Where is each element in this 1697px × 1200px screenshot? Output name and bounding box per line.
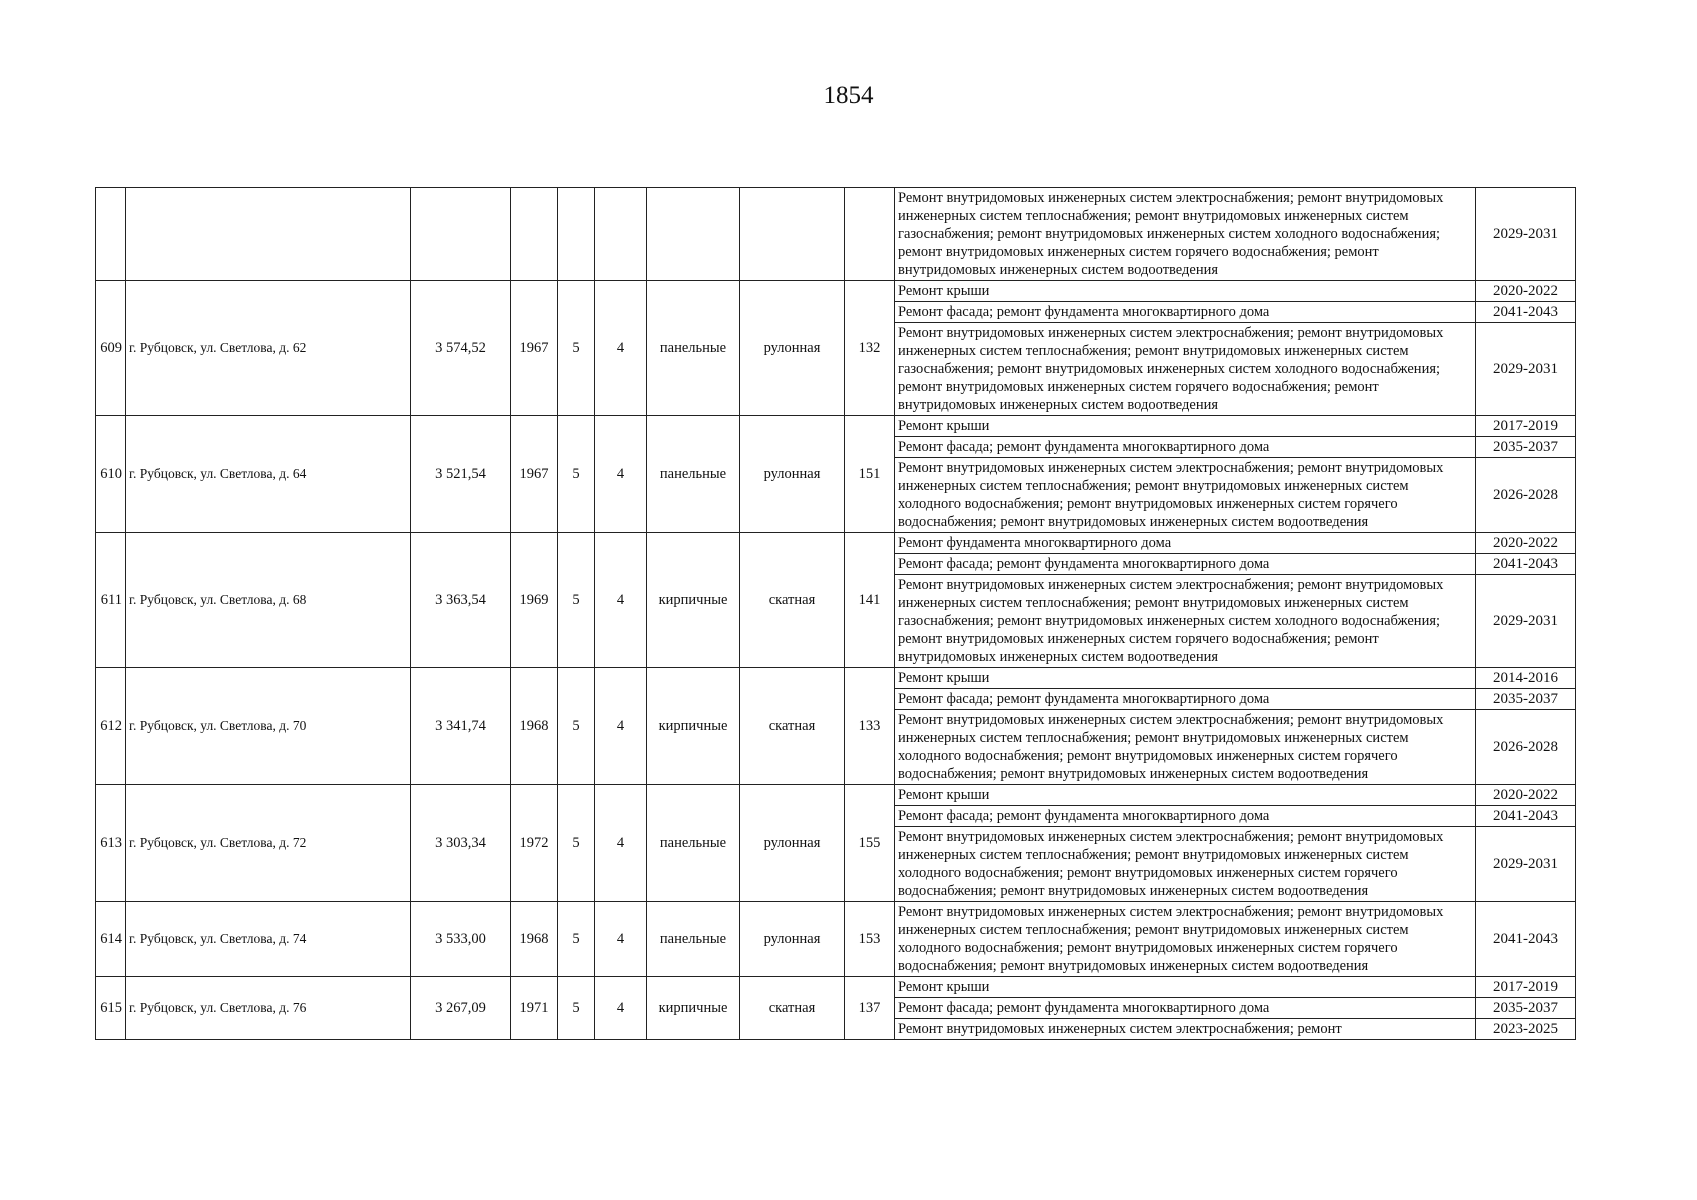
wall-material-cell: кирпичные bbox=[647, 977, 740, 1040]
wall-material-cell: кирпичные bbox=[647, 533, 740, 668]
work-description: Ремонт внутридомовых инженерных систем электроснабжения; ремонт bbox=[895, 1019, 1476, 1040]
year-cell: 1972 bbox=[511, 785, 558, 902]
entrances-cell: 4 bbox=[595, 977, 647, 1040]
work-period: 2035-2037 bbox=[1476, 998, 1576, 1019]
work-period: 2029-2031 bbox=[1476, 188, 1576, 281]
work-period: 2020-2022 bbox=[1476, 281, 1576, 302]
work-description: Ремонт фасада; ремонт фундамента многоквартирного дома bbox=[895, 689, 1476, 710]
wall-material-cell: панельные bbox=[647, 416, 740, 533]
floors-cell: 5 bbox=[558, 977, 595, 1040]
work-period: 2017-2019 bbox=[1476, 977, 1576, 998]
entrances-cell: 4 bbox=[595, 281, 647, 416]
work-description: Ремонт крыши bbox=[895, 416, 1476, 437]
entrances-cell: 4 bbox=[595, 533, 647, 668]
residents-cell: 153 bbox=[845, 902, 895, 977]
table-row bbox=[96, 902, 1576, 977]
residents-cell: 141 bbox=[845, 533, 895, 668]
work-period: 2035-2037 bbox=[1476, 437, 1576, 458]
area-cell: 3 303,34 bbox=[411, 785, 511, 902]
floors-cell: 5 bbox=[558, 785, 595, 902]
work-period: 2029-2031 bbox=[1476, 323, 1576, 416]
table-row bbox=[96, 281, 1576, 302]
table-row bbox=[96, 188, 1576, 281]
roof-type-cell: скатная bbox=[740, 977, 845, 1040]
area-cell: 3 267,09 bbox=[411, 977, 511, 1040]
floors-cell: 5 bbox=[558, 902, 595, 977]
row-number: 612 bbox=[96, 668, 126, 785]
work-description: Ремонт внутридомовых инженерных систем электроснабжения; ремонт внутридомовых инженерных систем теплоснабжения; ремонт внутридомовых инженерных систем холодного водоснабжения; ремонт внутридомовых инженерных систем горячего водоснабжения; ремонт внутридомовых инженерных систем водоотведения bbox=[895, 902, 1476, 977]
table-row bbox=[96, 785, 1576, 806]
year-cell: 1967 bbox=[511, 281, 558, 416]
work-description: Ремонт фасада; ремонт фундамента многоквартирного дома bbox=[895, 302, 1476, 323]
residents-cell: 151 bbox=[845, 416, 895, 533]
row-number: 610 bbox=[96, 416, 126, 533]
page-number: 1854 bbox=[823, 82, 874, 109]
work-description: Ремонт внутридомовых инженерных систем электроснабжения; ремонт внутридомовых инженерных систем теплоснабжения; ремонт внутридомовых инженерных систем газоснабжения; ремонт внутридомовых инженерных систем холодного водоснабжения; ремонт внутридомовых инженерных систем горячего водоснабжения; ремонт внутридомовых инженерных систем водоотведения bbox=[895, 188, 1476, 281]
year-cell: 1968 bbox=[511, 902, 558, 977]
roof-type-cell-empty bbox=[740, 188, 845, 281]
work-period: 2026-2028 bbox=[1476, 710, 1576, 785]
work-period: 2026-2028 bbox=[1476, 458, 1576, 533]
work-description: Ремонт фасада; ремонт фундамента многоквартирного дома bbox=[895, 806, 1476, 827]
wall-material-cell: панельные bbox=[647, 281, 740, 416]
roof-type-cell: скатная bbox=[740, 668, 845, 785]
residents-cell: 133 bbox=[845, 668, 895, 785]
work-description: Ремонт внутридомовых инженерных систем электроснабжения; ремонт внутридомовых инженерных систем теплоснабжения; ремонт внутридомовых инженерных систем газоснабжения; ремонт внутридомовых инженерных систем холодного водоснабжения; ремонт внутридомовых инженерных систем горячего водоснабжения; ремонт внутридомовых инженерных систем водоотведения bbox=[895, 575, 1476, 668]
work-period: 2041-2043 bbox=[1476, 302, 1576, 323]
address-cell: г. Рубцовск, ул. Светлова, д. 64 bbox=[126, 416, 411, 533]
address-cell: г. Рубцовск, ул. Светлова, д. 74 bbox=[126, 902, 411, 977]
table-row bbox=[96, 533, 1576, 554]
roof-type-cell: рулонная bbox=[740, 281, 845, 416]
entrances-cell-empty bbox=[595, 188, 647, 281]
area-cell: 3 574,52 bbox=[411, 281, 511, 416]
address-cell: г. Рубцовск, ул. Светлова, д. 70 bbox=[126, 668, 411, 785]
address-cell: г. Рубцовск, ул. Светлова, д. 72 bbox=[126, 785, 411, 902]
wall-material-cell: панельные bbox=[647, 785, 740, 902]
year-cell-empty bbox=[511, 188, 558, 281]
work-description: Ремонт фасада; ремонт фундамента многоквартирного дома bbox=[895, 437, 1476, 458]
roof-type-cell: рулонная bbox=[740, 416, 845, 533]
row-number: 611 bbox=[96, 533, 126, 668]
roof-type-cell: скатная bbox=[740, 533, 845, 668]
year-cell: 1971 bbox=[511, 977, 558, 1040]
entrances-cell: 4 bbox=[595, 902, 647, 977]
work-description: Ремонт фасада; ремонт фундамента многоквартирного дома bbox=[895, 998, 1476, 1019]
row-number: 609 bbox=[96, 281, 126, 416]
work-period: 2041-2043 bbox=[1476, 554, 1576, 575]
address-cell: г. Рубцовск, ул. Светлова, д. 76 bbox=[126, 977, 411, 1040]
wall-material-cell: кирпичные bbox=[647, 668, 740, 785]
roof-type-cell: рулонная bbox=[740, 785, 845, 902]
wall-material-cell: панельные bbox=[647, 902, 740, 977]
work-description: Ремонт крыши bbox=[895, 785, 1476, 806]
work-period: 2023-2025 bbox=[1476, 1019, 1576, 1040]
work-period: 2029-2031 bbox=[1476, 827, 1576, 902]
row-number: 614 bbox=[96, 902, 126, 977]
address-cell-empty bbox=[126, 188, 411, 281]
floors-cell: 5 bbox=[558, 281, 595, 416]
row-number: 613 bbox=[96, 785, 126, 902]
work-period: 2020-2022 bbox=[1476, 785, 1576, 806]
table-row bbox=[96, 977, 1576, 998]
row-number-empty bbox=[96, 188, 126, 281]
area-cell: 3 363,54 bbox=[411, 533, 511, 668]
table-row bbox=[96, 668, 1576, 689]
wall-material-cell-empty bbox=[647, 188, 740, 281]
year-cell: 1968 bbox=[511, 668, 558, 785]
work-period: 2041-2043 bbox=[1476, 902, 1576, 977]
year-cell: 1967 bbox=[511, 416, 558, 533]
work-period: 2041-2043 bbox=[1476, 806, 1576, 827]
address-cell: г. Рубцовск, ул. Светлова, д. 62 bbox=[126, 281, 411, 416]
work-description: Ремонт фундамента многоквартирного дома bbox=[895, 533, 1476, 554]
year-cell: 1969 bbox=[511, 533, 558, 668]
area-cell-empty bbox=[411, 188, 511, 281]
work-description: Ремонт внутридомовых инженерных систем электроснабжения; ремонт внутридомовых инженерных систем теплоснабжения; ремонт внутридомовых инженерных систем холодного водоснабжения; ремонт внутридомовых инженерных систем горячего водоснабжения; ремонт внутридомовых инженерных систем водоотведения bbox=[895, 710, 1476, 785]
entrances-cell: 4 bbox=[595, 785, 647, 902]
work-description: Ремонт фасада; ремонт фундамента многоквартирного дома bbox=[895, 554, 1476, 575]
entrances-cell: 4 bbox=[595, 416, 647, 533]
work-period: 2029-2031 bbox=[1476, 575, 1576, 668]
roof-type-cell: рулонная bbox=[740, 902, 845, 977]
table-row bbox=[96, 416, 1576, 437]
area-cell: 3 341,74 bbox=[411, 668, 511, 785]
work-period: 2017-2019 bbox=[1476, 416, 1576, 437]
table-body bbox=[96, 188, 1576, 1040]
work-description: Ремонт крыши bbox=[895, 668, 1476, 689]
work-description: Ремонт внутридомовых инженерных систем электроснабжения; ремонт внутридомовых инженерных систем теплоснабжения; ремонт внутридомовых инженерных систем газоснабжения; ремонт внутридомовых инженерных систем холодного водоснабжения; ремонт внутридомовых инженерных систем горячего водоснабжения; ремонт внутридомовых инженерных систем водоотведения bbox=[895, 323, 1476, 416]
capital-repair-table bbox=[95, 187, 1576, 1040]
address-cell: г. Рубцовск, ул. Светлова, д. 68 bbox=[126, 533, 411, 668]
work-description: Ремонт внутридомовых инженерных систем электроснабжения; ремонт внутридомовых инженерных систем теплоснабжения; ремонт внутридомовых инженерных систем холодного водоснабжения; ремонт внутридомовых инженерных систем горячего водоснабжения; ремонт внутридомовых инженерных систем водоотведения bbox=[895, 458, 1476, 533]
area-cell: 3 533,00 bbox=[411, 902, 511, 977]
work-description: Ремонт крыши bbox=[895, 281, 1476, 302]
work-period: 2020-2022 bbox=[1476, 533, 1576, 554]
work-period: 2035-2037 bbox=[1476, 689, 1576, 710]
work-description: Ремонт внутридомовых инженерных систем электроснабжения; ремонт внутридомовых инженерных систем теплоснабжения; ремонт внутридомовых инженерных систем холодного водоснабжения; ремонт внутридомовых инженерных систем горячего водоснабжения; ремонт внутридомовых инженерных систем водоотведения bbox=[895, 827, 1476, 902]
work-description: Ремонт крыши bbox=[895, 977, 1476, 998]
floors-cell: 5 bbox=[558, 416, 595, 533]
work-period: 2014-2016 bbox=[1476, 668, 1576, 689]
floors-cell: 5 bbox=[558, 668, 595, 785]
row-number: 615 bbox=[96, 977, 126, 1040]
residents-cell: 137 bbox=[845, 977, 895, 1040]
residents-cell: 155 bbox=[845, 785, 895, 902]
residents-cell: 132 bbox=[845, 281, 895, 416]
entrances-cell: 4 bbox=[595, 668, 647, 785]
floors-cell: 5 bbox=[558, 533, 595, 668]
floors-cell-empty bbox=[558, 188, 595, 281]
residents-cell-empty bbox=[845, 188, 895, 281]
area-cell: 3 521,54 bbox=[411, 416, 511, 533]
